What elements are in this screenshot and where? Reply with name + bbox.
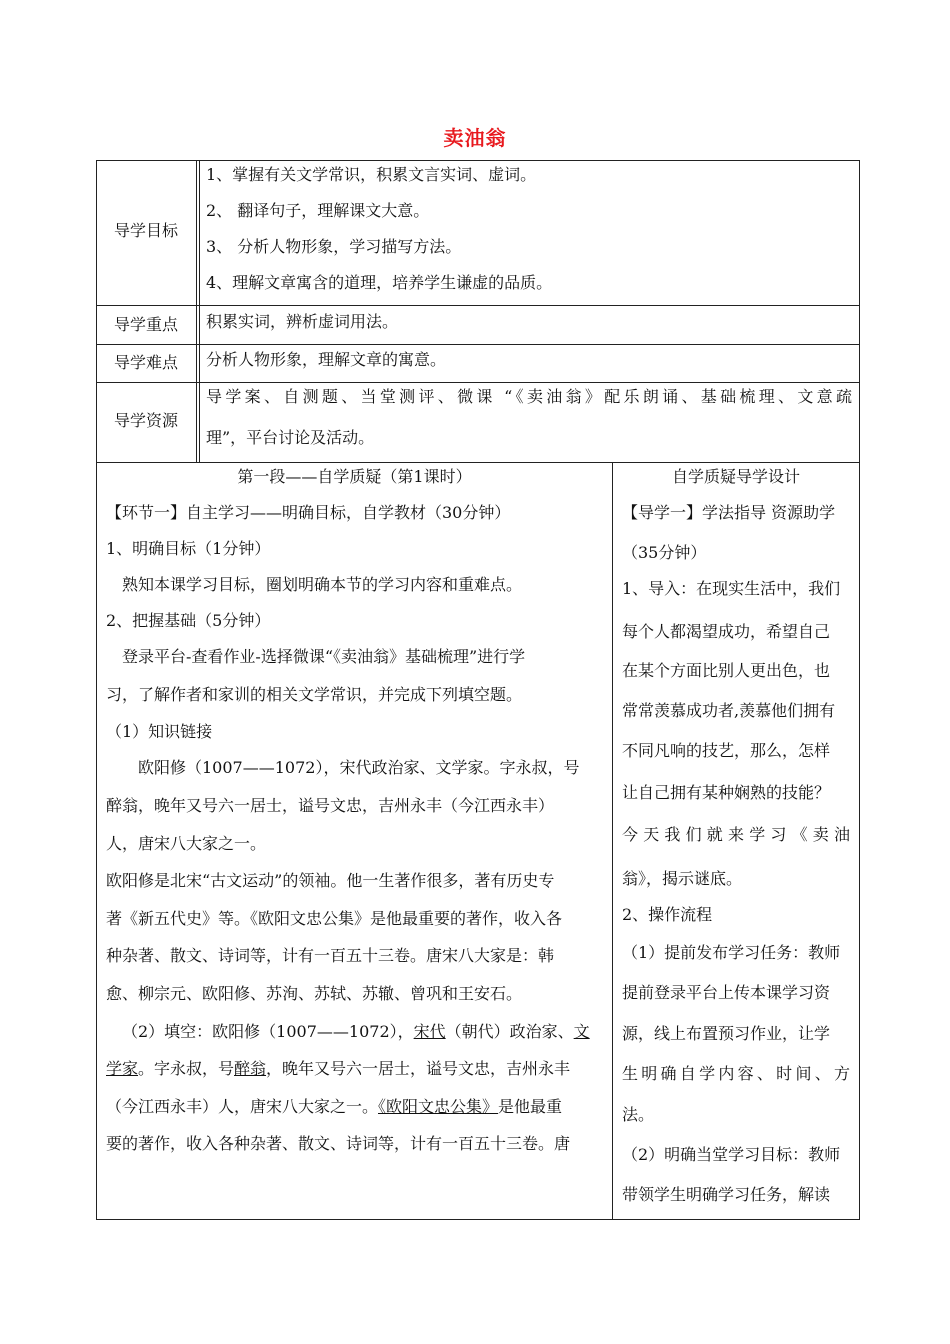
table-row-divider bbox=[96, 462, 860, 463]
fill-text: 是他最重 bbox=[498, 1097, 563, 1116]
fill-answer: 宋代 bbox=[413, 1022, 446, 1041]
process-line: （2）明确当堂学习目标：教师 bbox=[622, 1145, 841, 1164]
difficulties-text: 分析人物形象，理解文章的寓意。 bbox=[206, 350, 447, 369]
item2-title: 2、把握基础（5分钟） bbox=[106, 611, 271, 630]
fill-answer: 醉翁 bbox=[234, 1059, 267, 1078]
section-title: 【环节一】自主学习——明确目标，自学教材（30分钟） bbox=[106, 503, 511, 522]
item2-text: 登录平台-查看作业-选择微课“《卖油翁》基础梳理”进行学 bbox=[122, 647, 526, 666]
knowledge-text: 欧阳修是北宋“古文运动”的领袖。他一生著作很多，著有历史专 bbox=[106, 871, 555, 890]
fill-answer: 文 bbox=[573, 1022, 590, 1041]
intro-line: 每个人都渴望成功，希望自己 bbox=[622, 622, 831, 641]
intro-line: 今天我们就来学习《卖油 bbox=[622, 825, 850, 844]
knowledge-text: 欧阳修（1007——1072），宋代政治家、文学家。字永叔，号 bbox=[138, 758, 580, 777]
difficulties-label: 导学难点 bbox=[113, 353, 178, 372]
guide-time: （35分钟） bbox=[622, 543, 707, 562]
process-title: 2、操作流程 bbox=[622, 905, 713, 924]
fill-blank-line: 要的著作，收入各种杂著、散文、诗词等，计有一百五十三卷。唐 bbox=[106, 1134, 571, 1153]
fill-answer: 《欧阳文忠公集》 bbox=[378, 1097, 499, 1116]
fill-text: （2）填空：欧阳修（1007——1072）， bbox=[122, 1022, 414, 1041]
table-border-top bbox=[96, 160, 860, 161]
objective-item: 2、 翻译句子，理解课文大意。 bbox=[206, 201, 430, 220]
fill-text: ，晚年又号六一居士，谥号文忠，吉州永丰 bbox=[266, 1059, 571, 1078]
knowledge-text: 人，唐宋八大家之一。 bbox=[106, 834, 267, 853]
item1-text: 熟知本课学习目标，圈划明确本节的学习内容和重难点。 bbox=[122, 575, 523, 594]
objective-item: 1、掌握有关文学常识，积累文言实词、虚词。 bbox=[206, 165, 537, 184]
resources-text: 理”，平台讨论及活动。 bbox=[206, 428, 375, 447]
objective-item: 3、 分析人物形象，学习描写方法。 bbox=[206, 237, 462, 256]
right-column-header: 自学质疑导学设计 bbox=[671, 467, 800, 486]
objective-item: 4、理解文章寓含的道理，培养学生谦虚的品质。 bbox=[206, 273, 553, 292]
resources-label: 导学资源 bbox=[113, 411, 178, 430]
knowledge-text: 醉翁，晚年又号六一居士，谥号文忠，吉州永丰（今江西永丰） bbox=[106, 796, 555, 815]
content-column-divider bbox=[612, 462, 613, 1219]
intro-line: 在某个方面比别人更出色，也 bbox=[622, 661, 831, 680]
fill-text: （今江西永丰）人，唐宋八大家之一。 bbox=[106, 1097, 379, 1116]
table-row-divider bbox=[96, 344, 860, 345]
item1-title: 1、明确目标（1分钟） bbox=[106, 539, 271, 558]
process-line: 法。 bbox=[622, 1105, 655, 1124]
fill-blank-line bbox=[106, 1058, 570, 1080]
key-points-label: 导学重点 bbox=[113, 315, 178, 334]
fill-text: 。字永叔，号 bbox=[138, 1059, 235, 1078]
table-row-divider bbox=[96, 305, 860, 306]
table-border-right bbox=[859, 160, 860, 1220]
process-line: 生明确自学内容、时间、方 bbox=[622, 1064, 850, 1083]
knowledge-text: 著《新五代史》等。《欧阳文忠公集》是他最重要的著作，收入各 bbox=[106, 909, 563, 928]
knowledge-text: 愈、柳宗元、欧阳修、苏洵、苏轼、苏辙、曾巩和王安石。 bbox=[106, 984, 523, 1003]
table-row-divider bbox=[96, 382, 860, 383]
process-line: 源，线上布置预习作业，让学 bbox=[622, 1024, 831, 1043]
label-column-divider bbox=[196, 160, 197, 462]
knowledge-text: 种杂著、散文、诗词等，计有一百五十三卷。唐宋八大家是：韩 bbox=[106, 946, 555, 965]
intro-line: 翁》，揭示谜底。 bbox=[622, 869, 743, 888]
fill-text: （朝代）政治家、 bbox=[445, 1022, 574, 1041]
resources-text: 导学案、自测题、当堂测评、微课 “《卖油翁》配乐朗诵、基础梳理、文意疏 bbox=[206, 387, 852, 406]
knowledge-title: （1）知识链接 bbox=[106, 722, 213, 741]
page-title: 卖油翁 bbox=[443, 126, 507, 150]
process-line: （1）提前发布学习任务：教师 bbox=[622, 943, 841, 962]
key-points-text: 积累实词，辨析虚词用法。 bbox=[206, 312, 399, 331]
process-line: 带领学生明确学习任务，解读 bbox=[622, 1185, 831, 1204]
intro-line: 常常羡慕成功者,羡慕他们拥有 bbox=[622, 701, 836, 720]
intro-line: 让自己拥有某种娴熟的技能？ bbox=[622, 783, 831, 802]
guide-title: 【导学一】学法指导 资源助学 bbox=[622, 503, 836, 522]
intro-line: 不同凡响的技艺，那么，怎样 bbox=[622, 741, 831, 760]
fill-answer: 学家 bbox=[106, 1059, 139, 1078]
intro-line: 1、导入：在现实生活中，我们 bbox=[622, 579, 841, 598]
process-line: 提前登录平台上传本课学习资 bbox=[622, 983, 831, 1002]
item2-text: 习，了解作者和家训的相关文学常识，并完成下列填空题。 bbox=[106, 685, 523, 704]
objectives-label: 导学目标 bbox=[113, 221, 178, 240]
table-border-bottom bbox=[96, 1219, 860, 1220]
left-column-header: 第一段——自学质疑（第1课时） bbox=[237, 467, 472, 486]
label-column-divider bbox=[199, 160, 200, 462]
fill-blank-line bbox=[122, 1021, 590, 1043]
fill-blank-line bbox=[106, 1096, 562, 1118]
